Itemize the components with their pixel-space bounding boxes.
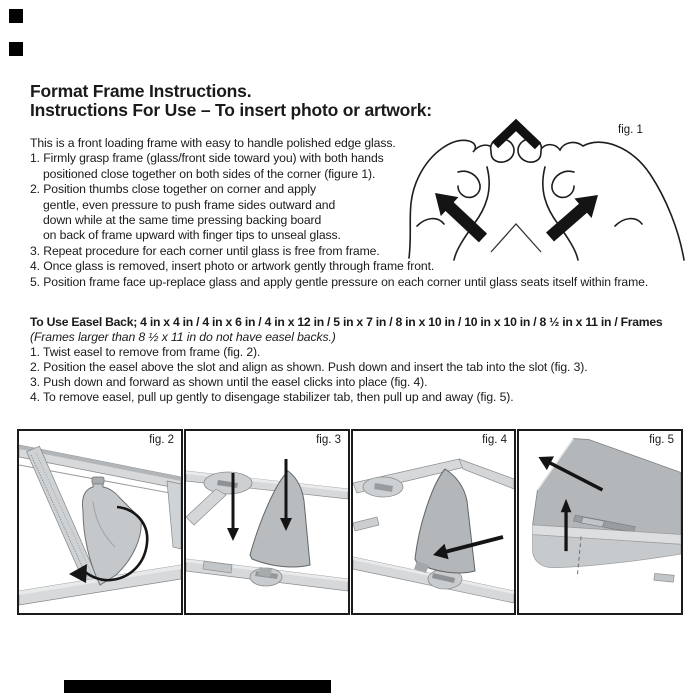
figure-2-label: fig. 2 — [149, 434, 174, 446]
page-title-line-2: Instructions For Use – To insert photo or artwork: — [30, 99, 432, 120]
easel-step-line: 3. Push down and forward as shown until the easel clicks into place (fig. 4). — [30, 375, 428, 389]
frame-back-surface — [533, 439, 681, 535]
outward-arrow-left-icon — [435, 193, 487, 242]
figure-1-illustration — [403, 112, 695, 262]
step-line: 2. Position thumbs close together on corner and apply — [30, 182, 317, 197]
figure-3-label: fig. 3 — [316, 434, 341, 446]
figure-2-panel — [17, 429, 183, 615]
left-hand — [409, 132, 514, 260]
frame-back-rail-right — [459, 459, 514, 489]
side-plate — [353, 517, 379, 531]
easel-step-line: 2. Position the easel above the slot and align as shown. Push down and insert the tab into the slot (fig. 3). — [30, 360, 588, 374]
artifact-square-top — [9, 9, 23, 23]
intro-line: This is a front loading frame with easy to handle polished edge glass. — [30, 136, 396, 150]
page-title-line-1: Format Frame Instructions. — [30, 81, 252, 101]
frame-side-rail — [186, 489, 226, 525]
figure-2-drawing — [19, 431, 181, 613]
easel-knob — [92, 477, 104, 484]
figure-4-label: fig. 4 — [482, 434, 507, 446]
step-line: positioned close together on both sides of the corner (figure 1). — [43, 166, 376, 181]
frame-corner-thin-chevron — [491, 224, 541, 252]
artifact-bar-bottom — [64, 680, 331, 693]
artifact-square-second — [9, 42, 23, 56]
figure-1-label: fig. 1 — [618, 124, 643, 136]
figure-5-panel — [517, 429, 683, 615]
frame-right-rail — [167, 481, 181, 549]
hands-drawing — [403, 112, 695, 262]
step-line: 5. Position frame face up-replace glass and apply gentle pressure on each corner until glass seats itself within frame. — [30, 274, 649, 289]
figure-5-label: fig. 5 — [649, 434, 674, 446]
step-line: 4. Once glass is removed, insert photo or artwork gently through frame front. — [30, 259, 435, 274]
right-hand — [518, 132, 684, 260]
step-line: 3. Repeat procedure for each corner until glass is free from frame. — [30, 243, 380, 258]
easel-instructions — [30, 315, 662, 405]
figure-3-drawing — [186, 431, 348, 613]
step-line: on back of frame upward with finger tips to unseal glass. — [43, 228, 341, 243]
easel-heading: To Use Easel Back; 4 in x 4 in / 4 in x 6 in / 4 in x 12 in / 5 in x 7 in / 8 in x 10 in / 10 in x 10 in / 8 ½ in x 11 in / Frames — [30, 315, 663, 329]
step-line: gentle, even pressure to push frame sides outward and — [43, 197, 336, 212]
frame-corner-black-chevron — [495, 125, 538, 146]
step-line: down while at the same time pressing backing board — [43, 213, 322, 228]
figure-5-drawing — [519, 431, 681, 613]
figure-3-panel — [184, 429, 350, 615]
figure-4-drawing — [353, 431, 514, 613]
easel-step-line: 1. Twist easel to remove from frame (fig. 2). — [30, 345, 261, 359]
corner-tab — [654, 573, 674, 582]
figure-4-panel — [351, 429, 516, 615]
page-title — [30, 82, 432, 119]
easel-note: (Frames larger than 8 ½ x 11 in do not have easel backs.) — [30, 330, 336, 344]
easel-step-line: 4. To remove easel, pull up gently to disengage stabilizer tab, then pull up and away (fig. 5). — [30, 390, 514, 404]
step-line: 1. Firmly grasp frame (glass/front side toward you) with both hands — [30, 151, 384, 166]
